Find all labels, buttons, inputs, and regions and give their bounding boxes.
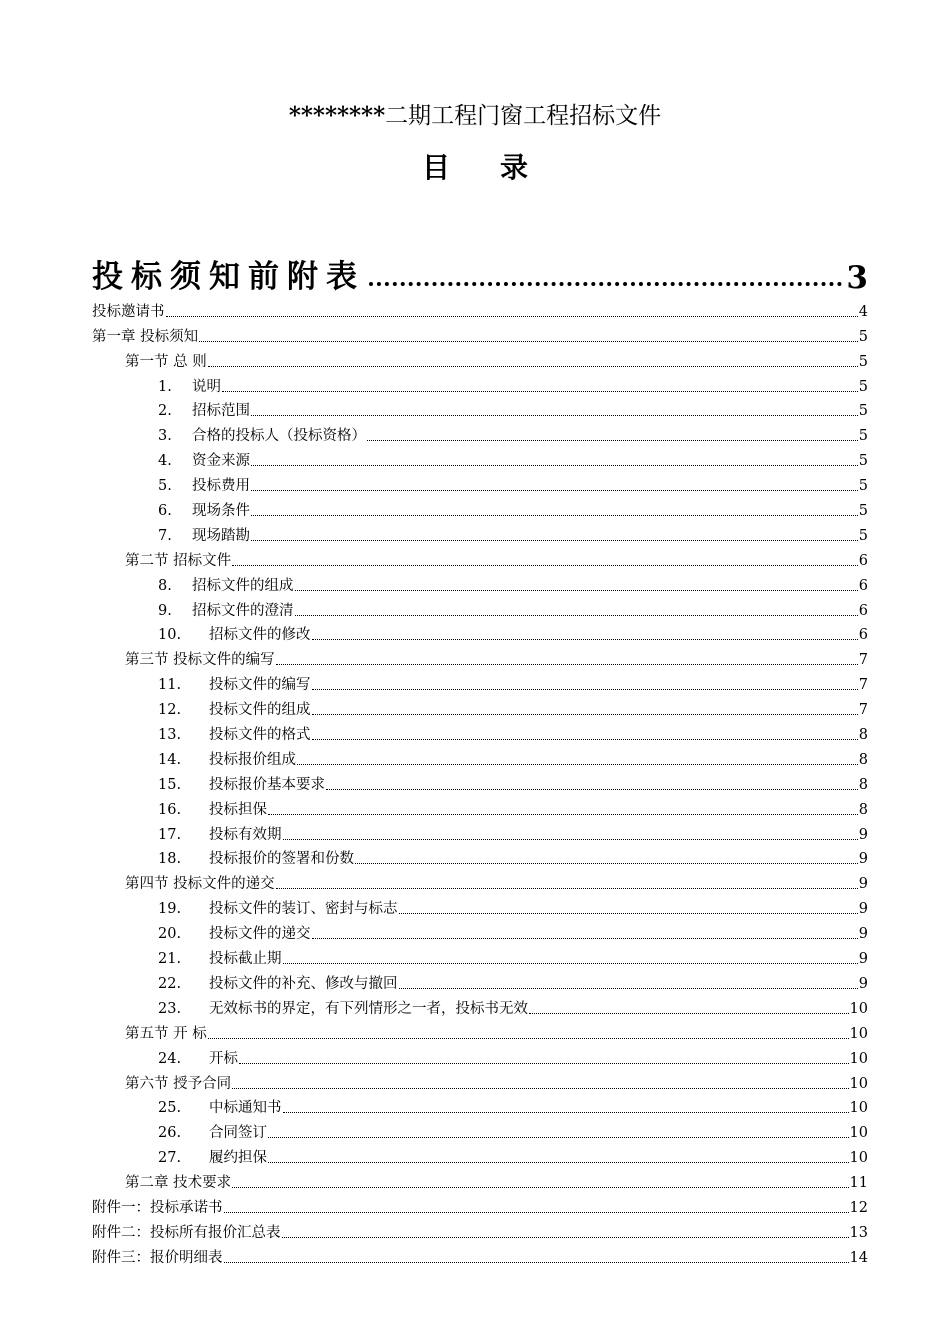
dot-leader — [297, 764, 858, 765]
toc-entry[interactable] — [92, 719, 868, 744]
toc-entry-number: 1. — [158, 378, 172, 395]
dot-leader — [268, 814, 858, 815]
toc-entry-number: 26. — [158, 1125, 182, 1142]
toc-entry-page: 9 — [858, 826, 868, 843]
toc-entry-page: 5 — [858, 353, 868, 370]
toc-entry-page: 9 — [858, 901, 868, 918]
toc-entry-number: 27. — [158, 1150, 182, 1167]
dot-leader — [222, 391, 858, 392]
dot-leader — [312, 639, 858, 640]
toc-entry-page: 7 — [858, 652, 868, 669]
dot-leader — [232, 1187, 848, 1188]
toc-entry-label: 投标邀请书 — [92, 303, 165, 320]
toc-entry-number: 12. — [158, 702, 182, 719]
toc-entry-page: 9 — [858, 975, 868, 992]
title-stars: ******** — [288, 102, 386, 129]
toc-entry-page: 10 — [849, 1000, 868, 1017]
toc-entry[interactable] — [92, 868, 868, 893]
toc-entry[interactable] — [92, 545, 868, 570]
dot-leader — [232, 1088, 848, 1089]
toc-entry-label: 投标有效期 — [209, 826, 282, 843]
toc-entry-number: 23. — [158, 1000, 182, 1017]
toc-entry[interactable] — [92, 570, 868, 595]
toc-entry[interactable] — [92, 520, 868, 545]
dot-leader — [268, 1162, 849, 1163]
toc-entry-page: 8 — [858, 776, 868, 793]
dot-leader — [239, 1063, 849, 1064]
dot-leader — [283, 839, 858, 840]
toc-entry-number: 10. — [158, 627, 182, 644]
toc-entry[interactable] — [92, 943, 868, 968]
toc-entry-label: 投标报价基本要求 — [209, 776, 325, 793]
toc-entry[interactable] — [92, 1117, 868, 1142]
dot-leader — [224, 1212, 849, 1213]
dot-leader — [312, 714, 858, 715]
toc-entry-number: 14. — [158, 751, 182, 768]
toc-main-label: 投标须知前附表 — [92, 259, 365, 295]
document-title — [0, 100, 950, 132]
dot-leader — [282, 1237, 849, 1238]
toc-entry-page: 10 — [849, 1150, 868, 1167]
toc-entry[interactable] — [92, 371, 868, 396]
toc-entry-label: 第六节 授予合同 — [125, 1075, 232, 1092]
toc-entry-page: 6 — [858, 577, 868, 594]
toc-entry-page: 8 — [858, 801, 868, 818]
toc-entry-label: 现场条件 — [192, 503, 250, 520]
toc-entry-number: 19. — [158, 901, 182, 918]
toc-entry-label: 招标文件的组成 — [192, 577, 294, 594]
toc-entry-page: 9 — [858, 851, 868, 868]
toc-entry-label: 投标文件的递交 — [209, 926, 311, 943]
toc-entry-label: 履约担保 — [209, 1150, 267, 1167]
toc-entry[interactable] — [92, 1167, 868, 1192]
toc-entry[interactable] — [92, 993, 868, 1018]
toc-entry-label: 第一节 总 则 — [125, 353, 207, 370]
toc-entry-label: 投标报价的签署和份数 — [209, 851, 354, 868]
dot-leader — [369, 282, 842, 286]
toc-entry-page: 5 — [858, 403, 868, 420]
toc-entry-number: 25. — [158, 1100, 182, 1117]
toc-entry-label: 中标通知书 — [209, 1100, 282, 1117]
toc-entry-label: 第一章 投标须知 — [92, 328, 199, 345]
toc-entry-label: 投标文件的装订、密封与标志 — [209, 901, 398, 918]
toc-entry[interactable] — [92, 346, 868, 371]
toc-entry-number: 20. — [158, 926, 182, 943]
toc-entry-label: 投标报价组成 — [209, 751, 296, 768]
toc-entry-label: 第二章 技术要求 — [125, 1175, 232, 1192]
toc-entry-page: 5 — [858, 328, 868, 345]
toc-entry-page: 10 — [849, 1100, 868, 1117]
dot-leader — [399, 988, 858, 989]
toc-entry-page: 6 — [858, 627, 868, 644]
toc-entry[interactable] — [92, 620, 868, 645]
dot-leader — [276, 664, 858, 665]
toc-entry[interactable] — [92, 893, 868, 918]
dot-leader — [326, 789, 858, 790]
toc-heading: 目录 — [421, 151, 578, 184]
toc-entry-label: 投标文件的补充、修改与撤回 — [209, 975, 398, 992]
table-of-contents — [92, 244, 868, 1267]
dot-leader — [312, 739, 858, 740]
dot-leader — [312, 938, 858, 939]
toc-entry-number: 13. — [158, 727, 182, 744]
toc-entry-number: 8. — [158, 577, 172, 594]
toc-entry-label: 投标文件的编写 — [209, 677, 311, 694]
toc-entry[interactable] — [92, 296, 868, 321]
toc-entry[interactable] — [92, 445, 868, 470]
toc-entry-label: 附件二：投标所有报价汇总表 — [92, 1224, 281, 1241]
toc-entry-number: 6. — [158, 503, 172, 520]
toc-entry-number: 3. — [158, 428, 172, 445]
toc-entry[interactable] — [92, 1242, 868, 1267]
toc-entry-label: 投标担保 — [209, 801, 267, 818]
toc-entry[interactable] — [92, 819, 868, 844]
toc-entry-page: 13 — [849, 1224, 868, 1241]
toc-entry-label: 招标文件的澄清 — [192, 602, 294, 619]
dot-leader — [251, 490, 858, 491]
toc-entry-label: 招标文件的修改 — [209, 627, 311, 644]
toc-entry-number: 16. — [158, 801, 182, 818]
toc-entry-page: 10 — [849, 1125, 868, 1142]
toc-entry-label: 附件一：投标承诺书 — [92, 1199, 223, 1216]
toc-main-entry[interactable] — [92, 244, 868, 296]
toc-entry[interactable] — [92, 595, 868, 620]
toc-entry-page: 8 — [858, 751, 868, 768]
title-text: 二期工程门窗工程招标文件 — [385, 103, 662, 129]
toc-entry-label: 投标费用 — [192, 478, 250, 495]
toc-entry[interactable] — [92, 694, 868, 719]
toc-entry-page: 6 — [858, 602, 868, 619]
toc-entry-number: 24. — [158, 1050, 182, 1067]
toc-entry-label: 现场踏勘 — [192, 527, 250, 544]
toc-entry-number: 21. — [158, 951, 182, 968]
toc-entries — [92, 296, 868, 1267]
toc-entry-label: 第五节 开 标 — [125, 1025, 207, 1042]
toc-entry-page: 5 — [858, 378, 868, 395]
toc-entry-label: 投标截止期 — [209, 951, 282, 968]
dot-leader — [312, 689, 858, 690]
toc-entry-number: 5. — [158, 478, 172, 495]
dot-leader — [251, 540, 858, 541]
toc-entry[interactable] — [92, 1093, 868, 1118]
toc-entry-page: 5 — [858, 453, 868, 470]
dot-leader — [283, 963, 858, 964]
dot-leader — [276, 888, 858, 889]
toc-entry-page: 6 — [858, 552, 868, 569]
toc-entry[interactable] — [92, 1043, 868, 1068]
toc-entry-page: 10 — [849, 1050, 868, 1067]
toc-entry[interactable] — [92, 844, 868, 869]
toc-entry-page: 10 — [849, 1025, 868, 1042]
dot-leader — [251, 415, 858, 416]
toc-entry-page: 9 — [858, 876, 868, 893]
toc-entry[interactable] — [92, 669, 868, 694]
toc-entry-page: 11 — [849, 1175, 868, 1192]
toc-entry[interactable] — [92, 968, 868, 993]
toc-entry[interactable] — [92, 744, 868, 769]
toc-main-page: 3 — [846, 260, 868, 296]
toc-entry[interactable] — [92, 495, 868, 520]
toc-entry-page: 5 — [858, 478, 868, 495]
dot-leader — [166, 316, 858, 317]
dot-leader — [268, 1137, 849, 1138]
toc-entry-page: 5 — [858, 503, 868, 520]
dot-leader — [295, 615, 858, 616]
toc-entry[interactable] — [92, 396, 868, 421]
toc-entry-number: 4. — [158, 453, 172, 470]
toc-entry[interactable] — [92, 918, 868, 943]
toc-entry-page: 7 — [858, 702, 868, 719]
toc-entry[interactable] — [92, 769, 868, 794]
dot-leader — [355, 863, 858, 864]
dot-leader — [529, 1013, 849, 1014]
toc-entry-label: 开标 — [209, 1050, 238, 1067]
dot-leader — [208, 366, 858, 367]
toc-entry-label: 第三节 投标文件的编写 — [125, 652, 275, 669]
toc-entry-label: 无效标书的界定，有下列情形之一者，投标书无效 — [209, 1000, 528, 1017]
toc-entry-page: 9 — [858, 926, 868, 943]
toc-entry-number: 11. — [158, 677, 182, 694]
toc-entry[interactable] — [92, 1217, 868, 1242]
dot-leader — [367, 440, 858, 441]
toc-entry-number: 2. — [158, 403, 172, 420]
dot-leader — [232, 565, 858, 566]
toc-entry-label: 资金来源 — [192, 453, 250, 470]
toc-entry-label: 合同签订 — [209, 1125, 267, 1142]
toc-entry-label: 第二节 招标文件 — [125, 552, 232, 569]
dot-leader — [295, 590, 858, 591]
toc-entry-page: 14 — [849, 1249, 868, 1266]
toc-entry-page: 8 — [858, 727, 868, 744]
toc-entry-page: 9 — [858, 951, 868, 968]
toc-entry[interactable] — [92, 1018, 868, 1043]
dot-leader — [399, 913, 858, 914]
toc-entry[interactable] — [92, 644, 868, 669]
toc-entry[interactable] — [92, 1142, 868, 1167]
dot-leader — [224, 1262, 849, 1263]
toc-entry-label: 招标范围 — [192, 403, 250, 420]
toc-entry[interactable] — [92, 321, 868, 346]
toc-entry-label: 附件三：报价明细表 — [92, 1249, 223, 1266]
toc-entry[interactable] — [92, 1068, 868, 1093]
toc-entry[interactable] — [92, 470, 868, 495]
toc-entry-page: 12 — [849, 1199, 868, 1216]
dot-leader — [251, 515, 858, 516]
dot-leader — [208, 1038, 849, 1039]
toc-entry-page: 4 — [858, 303, 868, 320]
toc-entry[interactable] — [92, 420, 868, 445]
toc-entry-number: 9. — [158, 602, 172, 619]
toc-entry-label: 投标文件的格式 — [209, 727, 311, 744]
toc-entry-page: 5 — [858, 428, 868, 445]
toc-entry-number: 22. — [158, 975, 182, 992]
toc-entry-label: 说明 — [192, 378, 221, 395]
toc-entry-page: 5 — [858, 527, 868, 544]
dot-leader — [251, 465, 858, 466]
toc-entry-page: 7 — [858, 677, 868, 694]
toc-entry-number: 15. — [158, 776, 182, 793]
dot-leader — [199, 341, 858, 342]
toc-entry-number: 18. — [158, 851, 182, 868]
toc-entry-label: 投标文件的组成 — [209, 702, 311, 719]
toc-entry-number: 17. — [158, 826, 182, 843]
toc-entry-label: 第四节 投标文件的递交 — [125, 876, 275, 893]
toc-entry-number: 7. — [158, 527, 172, 544]
toc-entry-page: 10 — [849, 1075, 868, 1092]
dot-leader — [283, 1112, 849, 1113]
toc-entry[interactable] — [92, 1192, 868, 1217]
toc-entry-label: 合格的投标人（投标资格） — [192, 428, 366, 445]
toc-entry[interactable] — [92, 794, 868, 819]
